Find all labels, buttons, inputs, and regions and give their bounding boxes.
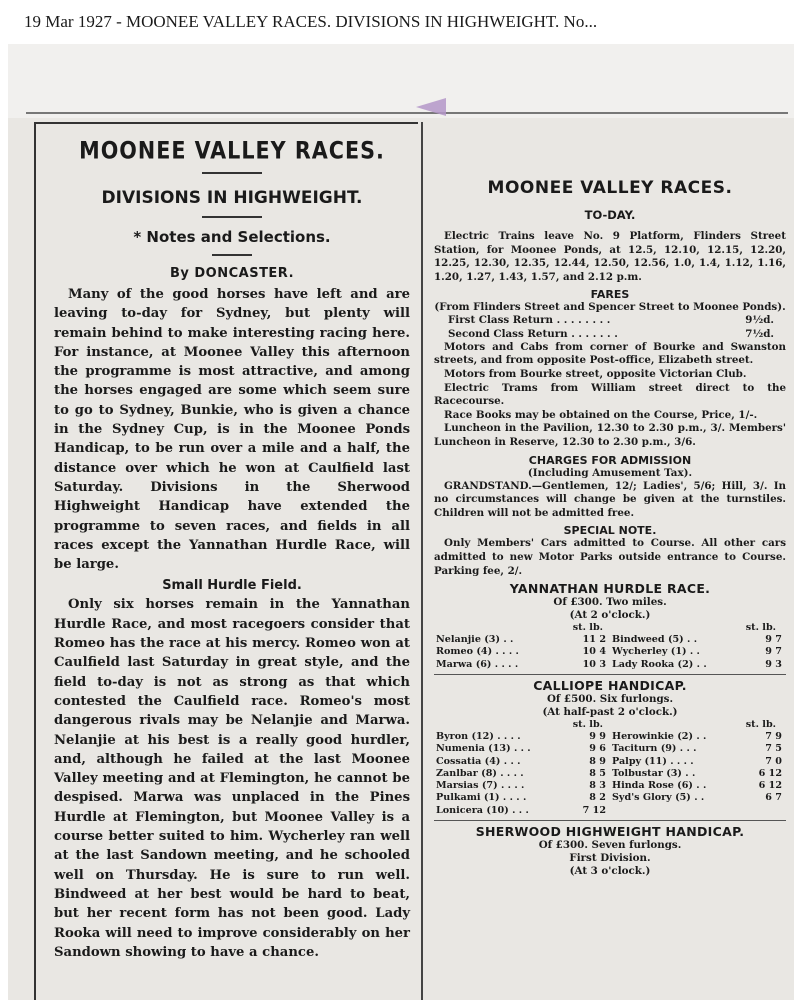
divider-dash [212, 254, 252, 256]
article-paragraph: Many of the good horses have left and are leaving to-day for Sydney, but plenty will remain behind to make interesting racing here. For instance, at Moonee Valley this afternoon the programme is most attractive, and among the horses engaged are some which seem sure to go to Sydney, Bunkie, who is given a chance in the Sydney Cup, is in the Moonee Ponds Handicap, to be run over a mile and a half, the distance over which he won at Caulfield last Saturday. Divisions in the Sherwood Highweight Handicap have extended the programme to seven races, and fields in all races except the Yannathan Hurdle Race, will be large. [54, 287, 410, 573]
entry-name: Zanlbar (8) . . . . [436, 767, 524, 779]
entry-row [612, 756, 782, 768]
entry-row [436, 780, 606, 792]
weight-units: st. lb. [745, 718, 776, 730]
entry-weight: 10 4 [582, 646, 606, 658]
fare-label: Second Class Return . . . . . . . [448, 327, 618, 340]
motors-notice: Motors and Cabs from corner of Bourke and Swanston streets, and from opposite Post-office, Elizabeth street. [434, 340, 786, 367]
race-time: (At half-past 2 o'clock.) [542, 705, 678, 718]
entry-weight: 9 9 [589, 730, 606, 742]
entry-weight: 8 9 [589, 755, 606, 767]
article-headline: MOONEE VALLEY RACES. [79, 137, 385, 165]
fare-value: 7½d. [745, 327, 774, 340]
entry-row [612, 646, 782, 658]
racecard-date: TO-DAY. [584, 208, 636, 222]
newspaper-clipping [8, 44, 794, 1000]
entry-row [436, 634, 606, 646]
weight-units: st. lb. [572, 718, 603, 730]
entry-weight: 9 3 [765, 658, 782, 670]
race-books-notice: Race Books may be obtained on the Course, Price, 1/-. [444, 408, 758, 421]
fare-value: 9½d. [745, 314, 774, 327]
entry-row [612, 768, 782, 780]
entry-name: Syd's Glory (5) . . [612, 792, 705, 804]
race-entries [436, 731, 782, 817]
entry-weight: 6 7 [765, 792, 782, 804]
entry-weight: 6 12 [758, 780, 782, 792]
fare-label: First Class Return . . . . . . . . [448, 314, 611, 327]
entry-row [436, 646, 606, 658]
race-division: First Division. [569, 852, 651, 865]
article-paragraph: Only six horses remain in the Yannathan Hurdle Race, and most racegoers consider that Romeo has the race at his mercy. Romeo won at Caulfield last Saturday in great style, and the field to-day is not as strong as that which contested the Caulfield race. Romeo's most dangerous rivals may be Nelanjie and Marwa. Nelanjie at his best is a really good hurdler, and, although he failed at the last Moonee Valley meeting and at Flemington, he cannot be despised. Marwa was unplaced in the Pines Hurdle at Flemington, but Moonee Valley is a course better suited to him. Wycherley ran well at the last Sandown meeting, and he schooled well on Thursday. He is sure to run well. Bindweed at her best would be hard to beat, but her recent form has not been good. Lady Rooka will need to improve considerably on her Sandown showing to have a chance. [54, 597, 410, 960]
entry-row [436, 792, 606, 804]
race-title: YANNATHAN HURDLE RACE. [509, 581, 711, 597]
entry-row [436, 659, 606, 671]
motors-notice: Motors from Bourke street, opposite Victorian Club. [444, 367, 747, 380]
entry-row [436, 805, 606, 817]
entry-weight: 9 7 [765, 646, 782, 658]
fares-subheading: (From Flinders Street and Spencer Street to Moonee Ponds). [434, 301, 786, 314]
entry-row [612, 792, 782, 804]
entry-name: Bindweed (5) . . [612, 634, 698, 646]
race-card-column [426, 122, 786, 1000]
race-stake: Of £500. Six furlongs. [546, 692, 674, 705]
entry-name: Hinda Rose (6) . . [612, 780, 707, 792]
weight-units-header [436, 622, 782, 634]
entry-name: Wycherley (1) . . [612, 646, 700, 658]
fare-row [434, 314, 786, 327]
race-time: (At 2 o'clock.) [569, 609, 651, 622]
weight-units: st. lb. [745, 622, 776, 634]
entry-weight: 7 5 [765, 743, 782, 755]
divider-dash [202, 172, 262, 174]
trains-notice: Electric Trains leave No. 9 Platform, Flinders Street Station, for Moonee Ponds, at 12.5, 12.10, 12.15, 12.20, 12.25, 12.30, 12.35, 12.44, 12.50, 12.56, 1.0, 1.4, 1.12, 1.16, 1.20, 1.27, 1.43, 1.57, and 2.12 p.m. [434, 230, 786, 283]
race-stake: Of £300. Two miles. [553, 596, 667, 609]
clipping-top-edge [8, 44, 794, 118]
entry-name: Pulkami (1) . . . . [436, 792, 527, 804]
race-time: (At 3 o'clock.) [569, 865, 651, 878]
weight-units-header [436, 719, 782, 731]
admission-subheading: (Including Amusement Tax). [527, 466, 693, 479]
entry-name: Tolbustar (3) . . [612, 767, 696, 779]
column-divider [421, 122, 423, 1000]
entry-weight: 8 5 [589, 767, 606, 779]
entry-row [612, 743, 782, 755]
entry-name: Cossatia (4) . . . [436, 755, 521, 767]
race-divider [434, 820, 786, 821]
race-entries [436, 634, 782, 671]
entry-row [436, 731, 606, 743]
entry-name: Marwa (6) . . . . [436, 658, 519, 670]
special-note: Only Members' Cars admitted to Course. All other cars admitted to new Motor Parks outside entrance to Course. Parking fee, 2/. [434, 537, 786, 577]
entry-weight: 9 6 [589, 743, 606, 755]
entry-weight: 7 9 [765, 730, 782, 742]
entry-weight: 6 12 [758, 767, 782, 779]
entry-name: Numenia (13) . . . [436, 743, 531, 755]
entry-name: Lady Rooka (2) . . [612, 658, 707, 670]
entry-weight: 9 7 [765, 634, 782, 646]
article-subhead: Small Hurdle Field. [162, 578, 302, 594]
entry-weight: 11 2 [582, 634, 606, 646]
entry-name: Nelanjie (3) . . [436, 634, 514, 646]
top-rule [26, 112, 788, 114]
entry-name: Romeo (4) . . . . [436, 646, 519, 658]
entry-row [612, 780, 782, 792]
entry-name: Byron (12) . . . . [436, 730, 521, 742]
racecard-title: MOONEE VALLEY RACES. [487, 178, 733, 198]
entry-row [436, 768, 606, 780]
weight-units: st. lb. [572, 622, 603, 634]
entry-weight: 10 3 [582, 658, 606, 670]
trams-notice: Electric Trams from William street direct to the Racecourse. [434, 381, 786, 408]
race-divider [434, 674, 786, 675]
luncheon-notice: Luncheon in the Pavilion, 12.30 to 2.30 p.m., 3/. Members' Luncheon in Reserve, 12.30 to 2.30 p.m., 3/6. [434, 422, 786, 448]
entry-row [612, 659, 782, 671]
entry-name: Palpy (11) . . . . [612, 755, 694, 767]
race-title: CALLIOPE HANDICAP. [533, 677, 687, 693]
entry-weight: 8 3 [589, 780, 606, 792]
entry-name: Herowinkie (2) . . [612, 730, 707, 742]
grandstand-notice: GRANDSTAND.—Gentlemen, 12/; Ladies', 5/6; Hill, 3/. In no circumstances will change be given at the turnstiles. Children will not be admitted free. [434, 479, 786, 519]
entry-row [612, 731, 782, 743]
entry-row [436, 743, 606, 755]
race-stake: Of £300. Seven furlongs. [538, 839, 682, 852]
divider-dash [202, 216, 262, 218]
entry-name: Taciturn (9) . . . [612, 743, 697, 755]
race-title: SHERWOOD HIGHWEIGHT HANDICAP. [475, 824, 745, 840]
entry-row [436, 756, 606, 768]
entry-row [612, 634, 782, 646]
entry-name: Marsias (7) . . . . [436, 780, 525, 792]
entry-weight: 7 12 [582, 804, 606, 816]
entry-weight: 7 0 [765, 755, 782, 767]
special-note-heading: SPECIAL NOTE. [563, 524, 657, 538]
article-notes-heading: * Notes and Selections. [133, 228, 331, 246]
admission-heading: CHARGES FOR ADMISSION [528, 453, 692, 467]
article-subheadline: DIVISIONS IN HIGHWEIGHT. [101, 188, 363, 208]
fare-row [434, 328, 786, 341]
entry-name: Lonicera (10) . . . [436, 804, 529, 816]
entry-weight: 8 2 [589, 792, 606, 804]
page-caption: 19 Mar 1927 - MOONEE VALLEY RACES. DIVISIONS IN HIGHWEIGHT. No... [0, 0, 800, 44]
article-column [34, 122, 418, 1000]
fares-heading: FARES [590, 288, 630, 302]
article-byline: By DONCASTER. [169, 266, 295, 281]
